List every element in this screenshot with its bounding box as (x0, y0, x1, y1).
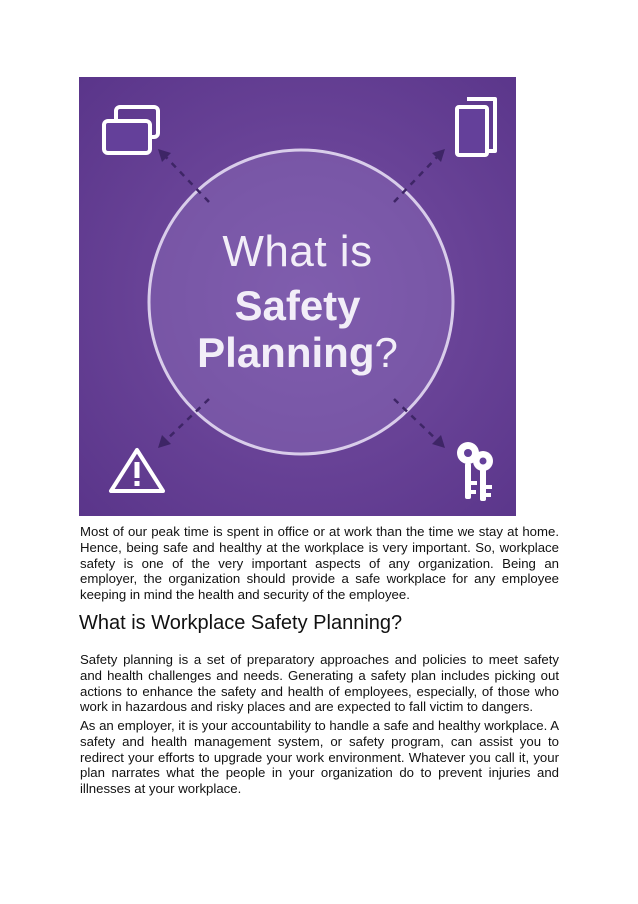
hero-title-line1: What is (222, 227, 373, 276)
employer-paragraph: As an employer, it is your accountability to handle a safe and healthy workplace. A safety and health management system, or safety program, can assist you to redirect your efforts to upgrade your work environment. Whatever you call it, your plan narrates what the people in your organization do to prevent injuries and illnesses at your workplace. (80, 718, 559, 797)
hero-title-line2: Safety (234, 282, 361, 329)
intro-paragraph: Most of our peak time is spent in office or at work than the time we stay at home. Hence, being safe and healthy at the workplace is very important. So, workplace safety is one of the very important aspects of any organization. Being an employer, the organization should provide a safe workplace for any employee keeping in mind the health and security of the employee. (80, 524, 559, 603)
arrow-head-top-right (432, 149, 445, 162)
definition-paragraph: Safety planning is a set of preparatory approaches and policies to meet safety and health challenges and needs. Generating a safety plan includes picking out actions to enhance the safety and health of employees, especially, of those who work in hazardous and risky places and are expected to fall victim to dangers. (80, 652, 559, 715)
warning-icon (111, 450, 163, 491)
hero-image (79, 77, 516, 516)
hero-title-line3 (79, 329, 516, 377)
hero-title-line3-word: Planning (197, 329, 375, 376)
keys-icon (457, 442, 493, 501)
cards-icon (104, 107, 158, 153)
arrow-head-bottom-right (432, 435, 445, 448)
hero-question-mark: ? (374, 329, 398, 376)
arrow-head-bottom-left (158, 435, 171, 448)
document-icon (457, 99, 495, 155)
section-heading: What is Workplace Safety Planning? (79, 612, 403, 634)
arrow-head-top-left (158, 149, 171, 162)
